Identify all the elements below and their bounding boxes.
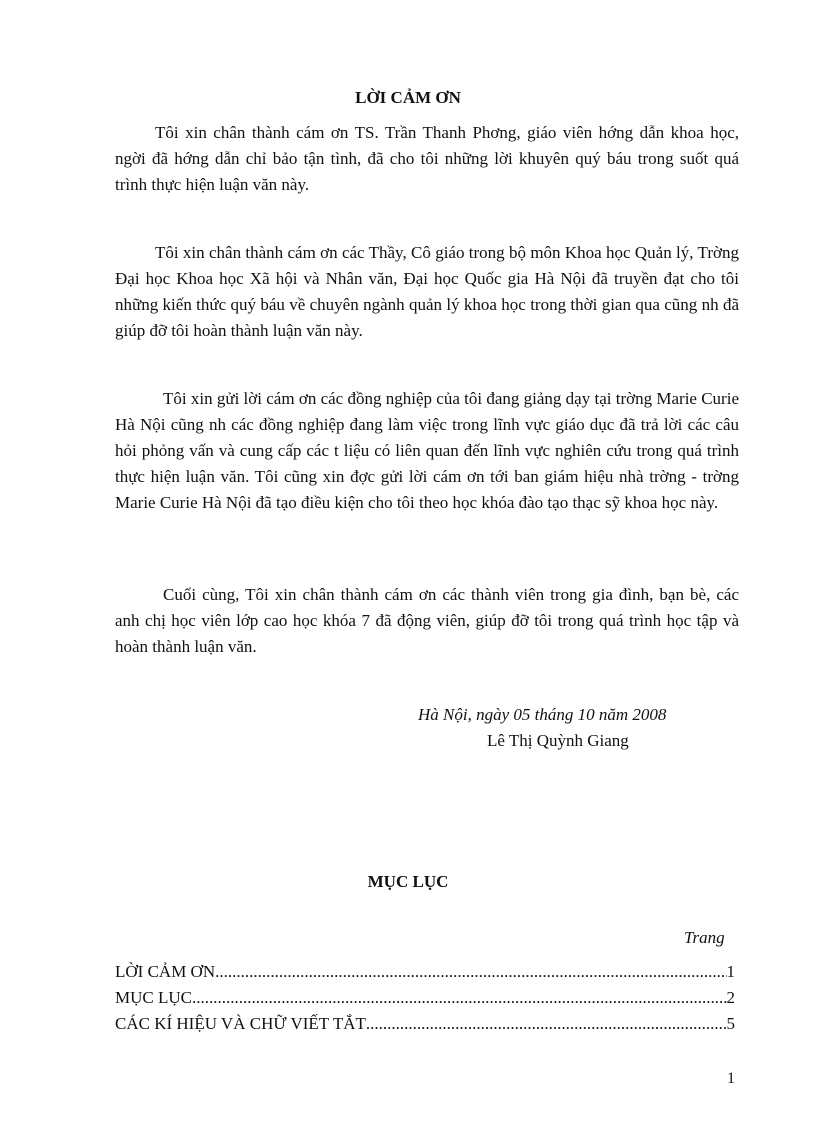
- acknowledgement-paragraph-1: Tôi xin chân thành cám ơn TS. Trần Thanh Phơng, giáo viên hớng dẫn khoa học, ngời đã hớng dẫn chỉ bảo tận tình, đã cho tôi những lời khuyên quý báu trong suốt quá trình thực hiện luận văn này.: [115, 123, 739, 194]
- acknowledgement-paragraph-4: Cuối cùng, Tôi xin chân thành cám ơn các thành viên trong gia đình, bạn bè, các anh chị học viên lớp cao học khóa 7 đã động viên, giúp đỡ tôi trong quá trình học tập và hoàn thành luận văn.: [115, 585, 739, 656]
- acknowledgement-title: LỜI CẢM ƠN: [355, 88, 461, 107]
- toc-entry-page: 1: [726, 962, 735, 981]
- acknowledgement-paragraph-3: Tôi xin gửi lời cám ơn các đồng nghiệp của tôi đang giảng dạy tại trờng Marie Curie Hà Nội cũng nh các đồng nghiệp đang làm việc trong lĩnh vực giáo dục đã trả lời các câu hỏi phỏng vấn và cung cấp các t liệu có liên quan đến lĩnh vực nghiên cứu trong quá trình thực hiện luận văn. Tôi cũng xin đợc gửi lời cám ơn tới ban giám hiệu nhà trờng - trờng Marie Curie Hà Nội đã tạo điều kiện cho tôi theo học khóa đào tạo thạc sỹ khoa học này.: [115, 389, 739, 512]
- signature-name: Lê Thị Quỳnh Giang: [487, 731, 629, 750]
- toc-entry-label: MỤC LỤC: [115, 988, 192, 1007]
- table-of-contents: [115, 962, 735, 1040]
- toc-page-header: Trang: [684, 928, 725, 947]
- toc-entry[interactable]: [115, 988, 735, 1014]
- toc-entry-page: 2: [726, 988, 735, 1007]
- toc-entry-label: LỜI CẢM ƠN: [115, 962, 216, 981]
- page-number: 1: [727, 1070, 735, 1087]
- toc-entry[interactable]: [115, 962, 735, 988]
- toc-entry-page: 5: [726, 1014, 735, 1033]
- toc-entry-label: CÁC KÍ HIỆU VÀ CHỮ VIẾT TẮT: [115, 1014, 366, 1033]
- toc-entry[interactable]: [115, 1014, 735, 1040]
- signature-date: Hà Nội, ngày 05 tháng 10 năm 2008: [418, 705, 667, 724]
- toc-entry-leader: [192, 988, 727, 1008]
- toc-entry-leader: [215, 962, 726, 982]
- toc-entry-leader: [366, 1014, 727, 1034]
- toc-title: MỤC LỤC: [367, 872, 449, 891]
- acknowledgement-paragraph-2: Tôi xin chân thành cám ơn các Thầy, Cô giáo trong bộ môn Khoa học Quản lý, Trờng Đại học Khoa học Xã hội và Nhân văn, Đại học Quốc gia Hà Nội đã truyền đạt cho tôi những kiến thức quý báu về chuyên ngành quản lý khoa học trong thời gian qua cũng nh đã giúp đỡ tôi hoàn thành luận văn này.: [115, 243, 739, 340]
